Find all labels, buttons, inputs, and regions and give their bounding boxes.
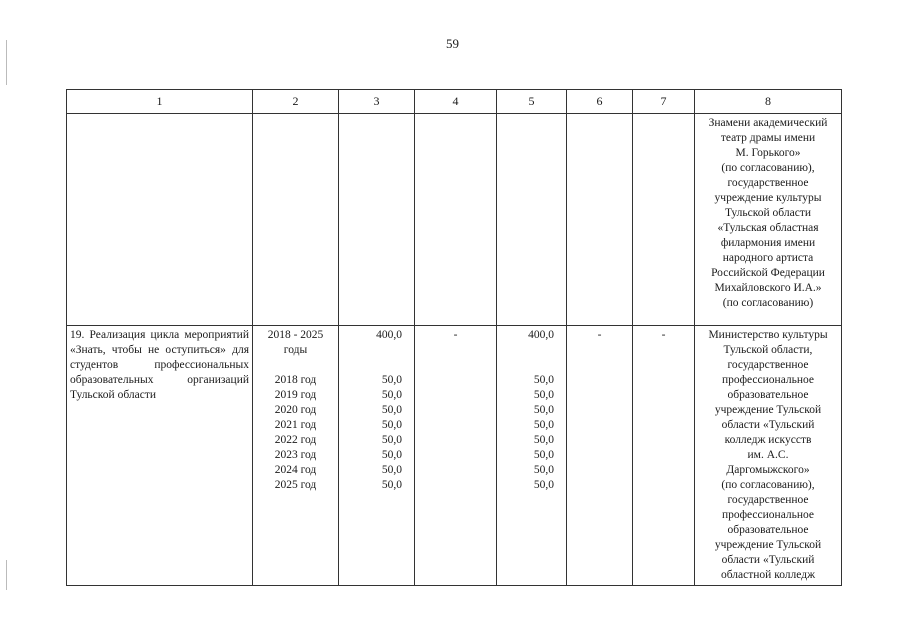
header-col-5: 5 [497,90,567,114]
year-value: 50,0 [381,464,402,476]
header-col-1: 1 [67,90,253,114]
executor-line: филармония имени [720,237,816,249]
year-label: 2018 год [274,374,317,386]
year-label: 2021 год [274,419,317,431]
executor-line: учреждение Тульской [714,404,822,416]
program-table [66,89,842,586]
executor-line: профессиональное [721,374,815,386]
year-label: 2019 год [274,389,317,401]
row-19-total-funding [339,326,415,586]
executor-line: области «Тульский [721,554,815,566]
header-col-4: 4 [415,90,497,114]
year-value: 50,0 [381,419,402,431]
header-row [67,90,842,114]
header-col-3: 3 [339,90,415,114]
executor-line: государственное [727,494,809,506]
scan-edge-mark [6,560,7,590]
cont-cell-1 [67,114,253,326]
executor-line: Тульской области, [723,344,813,356]
cont-cell-5 [497,114,567,326]
year-value: 50,0 [533,419,554,431]
header-col-2: 2 [253,90,339,114]
executor-line: Министерство культуры [708,329,828,341]
total-value: 400,0 [376,329,402,341]
year-value: 50,0 [533,434,554,446]
cont-cell-4 [415,114,497,326]
executor-line: областной колледж [720,569,816,581]
year-value: 50,0 [381,404,402,416]
executor-line: им. А.С. [747,449,789,461]
executor-line: образовательное [727,524,809,536]
cont-cell-7 [633,114,695,326]
executor-line: (по согласованию) [722,297,814,309]
cont-cell-3 [339,114,415,326]
year-label: 2023 год [274,449,317,461]
year-value: 50,0 [533,404,554,416]
executor-line: области «Тульский [721,419,815,431]
row-19 [67,326,842,586]
year-value: 50,0 [381,374,402,386]
row-19-col-6: - [567,326,633,586]
year-value: 50,0 [533,449,554,461]
row-19-executors [695,326,842,586]
executor-line: театр драмы имени [720,132,816,144]
year-label: 2025 год [274,479,317,491]
header-col-8: 8 [695,90,842,114]
scan-edge-mark [6,40,7,85]
row-19-col-7: - [633,326,695,586]
row-19-activity: 19. Реализация цикла мероприятий «Знать, чтобы не оступиться» для студентов профессиональных образовательных организаций Тульской области [67,326,253,586]
year-value: 50,0 [533,464,554,476]
executor-line: колледж искусств [724,434,812,446]
page-number: 59 [446,36,459,51]
year-value: 50,0 [381,389,402,401]
cont-cell-8-executors [695,114,842,326]
total-value: 400,0 [528,329,554,341]
executor-line: Даргомыжского» [726,464,810,476]
executor-line: Российской Федерации [711,267,825,279]
executor-line: учреждение Тульской [714,539,822,551]
executor-line: М. Горького» [735,147,801,159]
executor-line: (по согласованию), [721,479,815,491]
row-19-col-4: - [415,326,497,586]
year-value: 50,0 [381,434,402,446]
executor-line: «Тульская областная [717,222,819,234]
year-value: 50,0 [533,374,554,386]
row-19-period [253,326,339,586]
executor-line: учреждение культуры [714,192,822,204]
header-col-7: 7 [633,90,695,114]
year-label: 2020 год [274,404,317,416]
executor-line: Михайловского И.А.» [714,282,822,294]
year-value: 50,0 [381,449,402,461]
executor-line: государственное [727,177,809,189]
row-19-regional-funding [497,326,567,586]
executor-line: (по согласованию), [721,162,815,174]
executor-line: Тульской области [724,207,811,219]
executor-line: государственное [727,359,809,371]
year-value: 50,0 [381,479,402,491]
year-label: 2024 год [274,464,317,476]
header-col-6: 6 [567,90,633,114]
executor-line: Знамени академический [708,117,828,129]
executor-line: образовательное [727,389,809,401]
continuation-row [67,114,842,326]
period-range: 2018 - 2025 [267,329,324,341]
executor-line: профессиональное [721,509,815,521]
year-label: 2022 год [274,434,317,446]
cont-cell-6 [567,114,633,326]
executor-line: народного артиста [722,252,814,264]
cont-cell-2 [253,114,339,326]
year-value: 50,0 [533,479,554,491]
period-unit: годы [283,344,308,356]
year-value: 50,0 [533,389,554,401]
